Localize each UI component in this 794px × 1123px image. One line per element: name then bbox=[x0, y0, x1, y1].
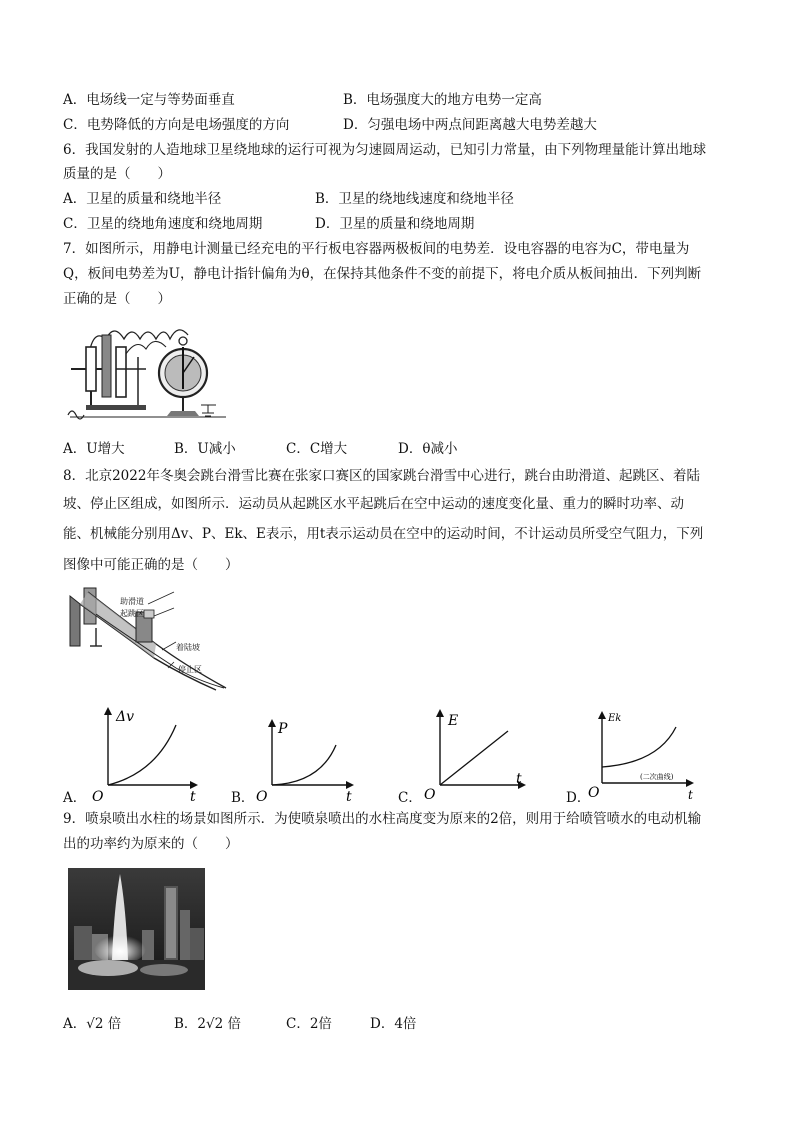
fountain-photo bbox=[68, 868, 205, 990]
q6-option-c: C．卫星的绕地角速度和绕地周期 bbox=[63, 216, 263, 232]
q5-option-c: C．电势降低的方向是电场强度的方向 bbox=[63, 117, 290, 133]
q8-stem-line-4: 图像中可能正确的是（ ） bbox=[63, 557, 239, 573]
graph-a-ylabel: Δv bbox=[116, 709, 135, 725]
q7-stem-line-1: 7．如图所示，用静电计测量已经充电的平行板电容器两极板间的电势差．设电容器的电容为C，带电量为 bbox=[63, 241, 690, 257]
graph-b-ylabel: P bbox=[278, 721, 288, 737]
q9-stem-line-2: 出的功率约为原来的（ ） bbox=[63, 836, 239, 852]
capacitor-electrometer-figure bbox=[66, 317, 236, 423]
q9-option-a: A．√2 倍 bbox=[63, 1016, 122, 1032]
q8-option-b-label: B． bbox=[231, 790, 255, 806]
graph-a bbox=[86, 703, 206, 803]
graph-c-origin: O bbox=[424, 787, 436, 803]
q9-option-c: C．2倍 bbox=[286, 1016, 332, 1032]
q6-option-d: D．卫星的质量和绕地周期 bbox=[315, 216, 475, 232]
graph-d-ylabel: Ek bbox=[608, 713, 622, 724]
graph-c bbox=[420, 703, 532, 803]
q9-option-b: B．2√2 倍 bbox=[174, 1016, 241, 1032]
graph-a-origin: O bbox=[92, 789, 104, 803]
q8-option-a-label: A． bbox=[63, 790, 87, 806]
q8-option-d-label: D． bbox=[566, 790, 591, 806]
graph-d-origin: O bbox=[588, 785, 600, 801]
graph-c-ylabel: E bbox=[448, 713, 459, 729]
graph-a-xlabel: t bbox=[190, 789, 196, 803]
graph-b-origin: O bbox=[256, 789, 268, 803]
q8-stem-line-2: 坡、停止区组成，如图所示．运动员从起跳区水平起跳后在空中运动的速度变化量、重力的瞬时功率、动 bbox=[63, 496, 684, 512]
q6-option-b: B．卫星的绕地线速度和绕地半径 bbox=[315, 191, 514, 207]
graph-b bbox=[252, 715, 362, 803]
graph-b-xlabel: t bbox=[346, 789, 352, 803]
q7-option-d: D．θ减小 bbox=[398, 441, 458, 457]
q6-stem-line-2: 质量的是（ ） bbox=[63, 166, 171, 182]
q7-stem-line-2: Q，板间电势差为U，静电计指针偏角为θ，在保持其他条件不变的前提下，将电介质从板间抽出．下列判断 bbox=[63, 266, 702, 282]
q9-stem-line-1: 9．喷泉喷出水柱的场景如图所示．为使喷泉喷出的水柱高度变为原来的2倍，则用于给喷管喷水的电动机输 bbox=[63, 811, 702, 827]
q6-stem-line-1: 6．我国发射的人造地球卫星绕地球的运行可视为匀速圆周运动，已知引力常量，由下列物理量能计算出地球 bbox=[63, 142, 707, 158]
graph-d bbox=[588, 707, 700, 803]
q7-option-a: A．U增大 bbox=[63, 441, 125, 457]
label-runway: 助滑道 bbox=[120, 597, 144, 606]
q7-option-c: C．C增大 bbox=[286, 441, 348, 457]
q5-option-b: B．电场强度大的地方电势一定高 bbox=[343, 92, 542, 108]
q5-option-d: D．匀强电场中两点间距离越大电势差越大 bbox=[343, 117, 597, 133]
ski-jump-figure bbox=[66, 584, 228, 694]
label-takeoff-zone: 起跳区 bbox=[120, 609, 144, 618]
q7-stem-line-3: 正确的是（ ） bbox=[63, 291, 171, 307]
q5-option-a: A．电场线一定与等势面垂直 bbox=[63, 92, 235, 108]
q6-option-a: A．卫星的质量和绕地半径 bbox=[63, 191, 222, 207]
label-stop-zone: 停止区 bbox=[178, 665, 202, 674]
graph-d-note: (二次曲线) bbox=[640, 773, 674, 781]
q8-stem-line-1: 8．北京2022年冬奥会跳台滑雪比赛在张家口赛区的国家跳台滑雪中心进行，跳台由助滑道、起跳区、着陆 bbox=[63, 468, 700, 484]
q8-option-c-label: C． bbox=[398, 790, 422, 806]
label-landing-slope: 着陆坡 bbox=[176, 643, 200, 652]
graph-c-xlabel: t bbox=[516, 771, 522, 787]
q7-option-b: B．U减小 bbox=[174, 441, 236, 457]
q9-option-d: D．4倍 bbox=[370, 1016, 417, 1032]
q8-stem-line-3: 能、机械能分别用Δv、P、Ek、E表示，用t表示运动员在空中的运动时间，不计运动员所受空气阻力，下列 bbox=[63, 526, 704, 542]
graph-d-xlabel: t bbox=[688, 788, 693, 802]
